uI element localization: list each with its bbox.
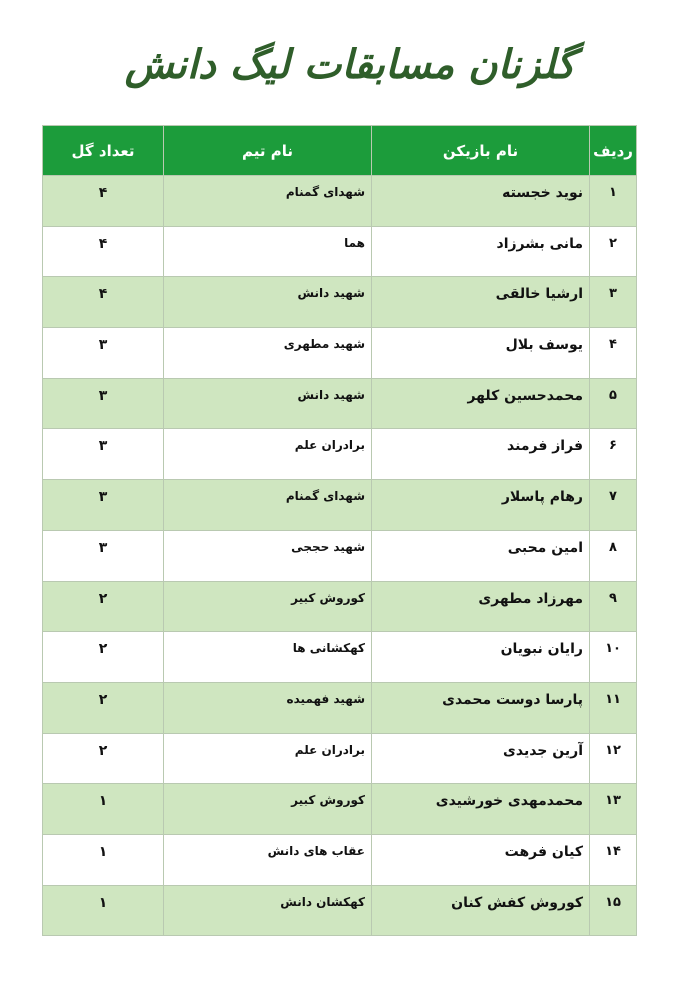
cell-rank: ۳	[590, 277, 637, 328]
cell-rank: ۵	[590, 378, 637, 429]
table-row	[43, 733, 637, 784]
table-row	[43, 834, 637, 885]
cell-rank: ۱	[590, 176, 637, 227]
cell-goals: ۴	[43, 226, 164, 277]
table-header-row	[43, 126, 637, 176]
table-row	[43, 176, 637, 227]
cell-player: رهام پاسلار	[372, 480, 590, 531]
cell-goals: ۳	[43, 328, 164, 379]
cell-team: کهکشانی ها	[164, 632, 372, 683]
cell-goals: ۳	[43, 378, 164, 429]
table-row	[43, 682, 637, 733]
cell-player: امین محبی	[372, 530, 590, 581]
cell-rank: ۱۳	[590, 784, 637, 835]
cell-rank: ۱۰	[590, 632, 637, 683]
cell-rank: ۹	[590, 581, 637, 632]
cell-rank: ۴	[590, 328, 637, 379]
cell-player: آرین جدیدی	[372, 733, 590, 784]
cell-goals: ۲	[43, 733, 164, 784]
cell-goals: ۳	[43, 480, 164, 531]
header-team: نام تیم	[164, 126, 372, 176]
cell-player: یوسف بلال	[372, 328, 590, 379]
cell-team: شهدای گمنام	[164, 176, 372, 227]
cell-team: شهدای گمنام	[164, 480, 372, 531]
cell-player: مهرزاد مطهری	[372, 581, 590, 632]
table-row	[43, 480, 637, 531]
cell-team: شهید فهمیده	[164, 682, 372, 733]
cell-player: پارسا دوست محمدی	[372, 682, 590, 733]
cell-rank: ۱۴	[590, 834, 637, 885]
scorers-table	[42, 125, 637, 936]
cell-goals: ۴	[43, 176, 164, 227]
page-title: گلزنان مسابقات لیگ دانش	[124, 41, 576, 88]
cell-player: رایان نبویان	[372, 632, 590, 683]
cell-team: عقاب های دانش	[164, 834, 372, 885]
cell-team: شهید دانش	[164, 378, 372, 429]
cell-player: مانی بشرزاد	[372, 226, 590, 277]
table-row	[43, 277, 637, 328]
cell-goals: ۳	[43, 429, 164, 480]
table-row	[43, 581, 637, 632]
cell-team: کوروش کبیر	[164, 581, 372, 632]
cell-goals: ۱	[43, 784, 164, 835]
header-goals: تعداد گل	[43, 126, 164, 176]
table-row	[43, 885, 637, 936]
header-player: نام بازیکن	[372, 126, 590, 176]
cell-goals: ۲	[43, 632, 164, 683]
cell-rank: ۷	[590, 480, 637, 531]
cell-rank: ۲	[590, 226, 637, 277]
cell-player: نوید خجسته	[372, 176, 590, 227]
header-rank: ردیف	[590, 126, 637, 176]
cell-player: ارشیا خالقی	[372, 277, 590, 328]
cell-rank: ۱۱	[590, 682, 637, 733]
cell-team: هما	[164, 226, 372, 277]
cell-rank: ۱۵	[590, 885, 637, 936]
cell-player: محمدمهدی خورشیدی	[372, 784, 590, 835]
cell-goals: ۳	[43, 530, 164, 581]
cell-goals: ۲	[43, 581, 164, 632]
cell-team: کهکشان دانش	[164, 885, 372, 936]
cell-team: شهید دانش	[164, 277, 372, 328]
cell-goals: ۲	[43, 682, 164, 733]
cell-rank: ۱۲	[590, 733, 637, 784]
cell-team: کوروش کبیر	[164, 784, 372, 835]
table-row	[43, 328, 637, 379]
cell-team: برادران علم	[164, 733, 372, 784]
cell-player: فراز فرمند	[372, 429, 590, 480]
cell-goals: ۱	[43, 834, 164, 885]
cell-player: کوروش کفش کنان	[372, 885, 590, 936]
cell-player: محمدحسین کلهر	[372, 378, 590, 429]
cell-team: شهید مطهری	[164, 328, 372, 379]
cell-goals: ۱	[43, 885, 164, 936]
cell-team: برادران علم	[164, 429, 372, 480]
cell-rank: ۶	[590, 429, 637, 480]
cell-rank: ۸	[590, 530, 637, 581]
table-row	[43, 784, 637, 835]
table-row	[43, 378, 637, 429]
cell-goals: ۴	[43, 277, 164, 328]
table-row	[43, 226, 637, 277]
table-row	[43, 530, 637, 581]
cell-player: کیان فرهت	[372, 834, 590, 885]
table-row	[43, 632, 637, 683]
cell-team: شهید حججی	[164, 530, 372, 581]
table-row	[43, 429, 637, 480]
